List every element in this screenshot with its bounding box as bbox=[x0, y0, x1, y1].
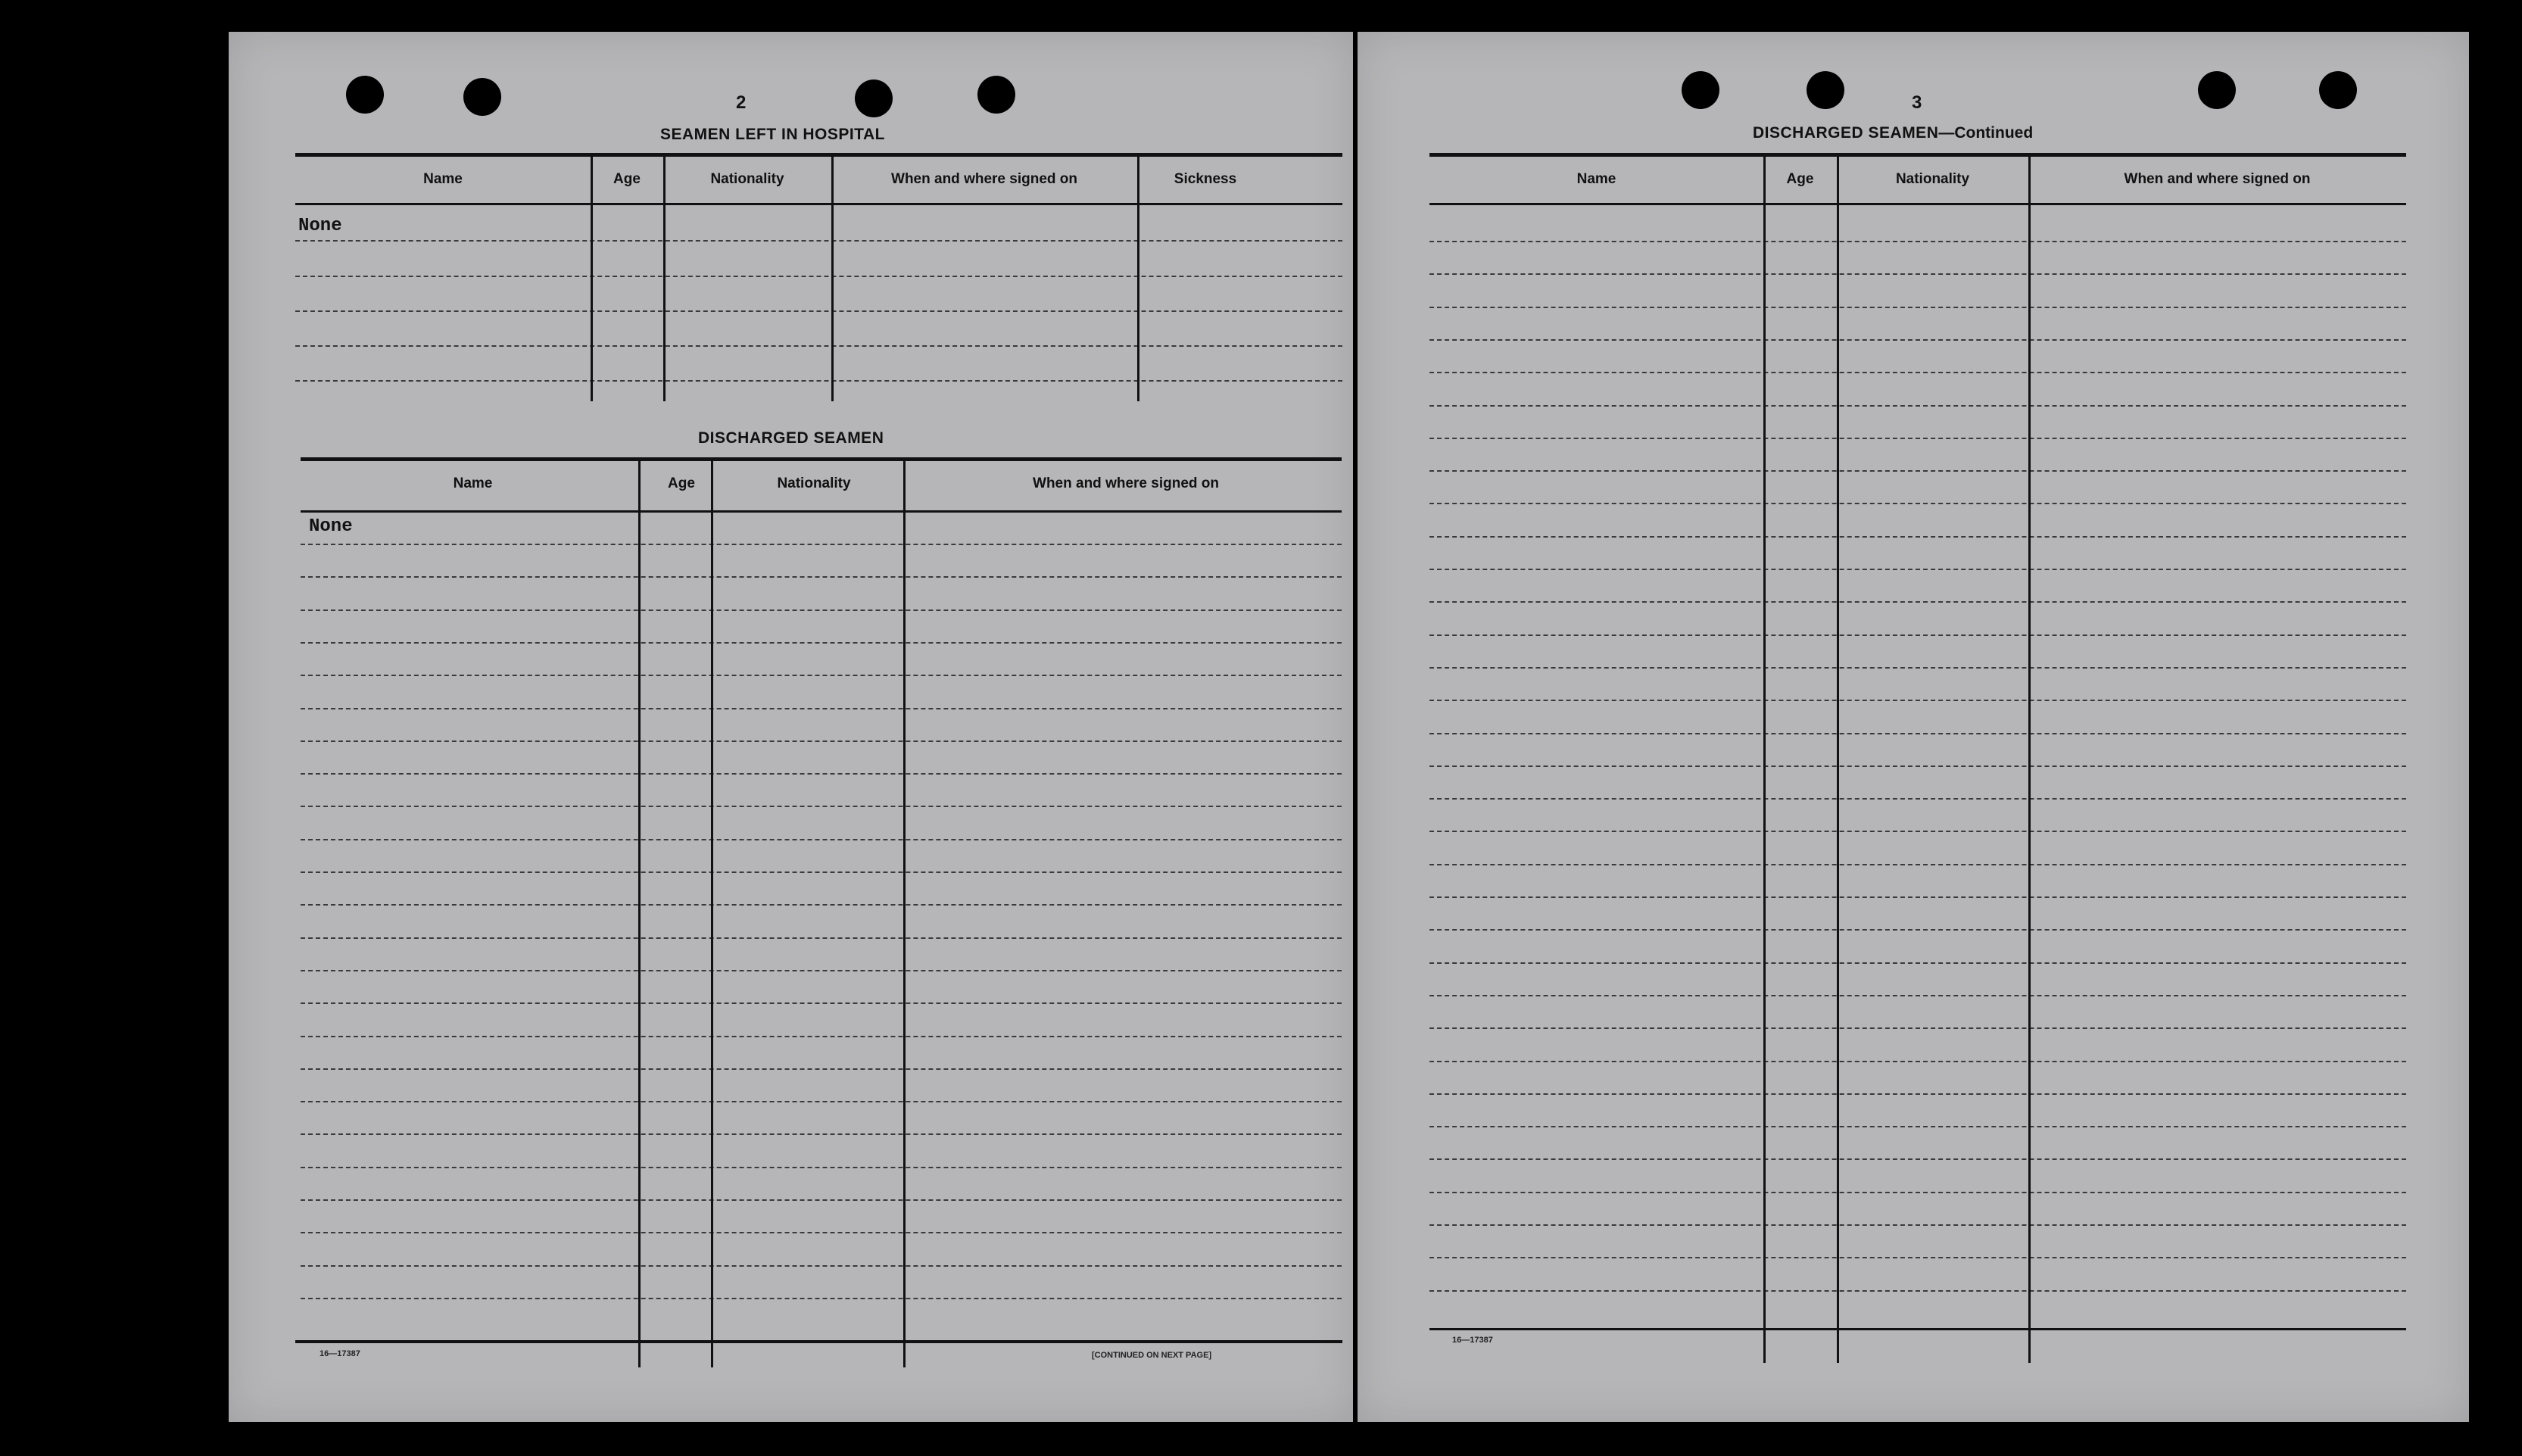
row-line bbox=[301, 708, 1342, 709]
row-line bbox=[1429, 667, 2406, 669]
discharged-row-name: None bbox=[309, 516, 353, 537]
row-line bbox=[301, 610, 1342, 611]
punch-hole bbox=[855, 80, 893, 117]
row-line bbox=[301, 1036, 1342, 1037]
row-line bbox=[1429, 1126, 2406, 1127]
punch-hole bbox=[463, 78, 501, 116]
rule bbox=[1429, 153, 2406, 157]
section-title-text: DISCHARGED SEAMEN bbox=[1753, 124, 1939, 142]
row-line bbox=[295, 276, 1342, 277]
row-line bbox=[1429, 1257, 2406, 1258]
row-line bbox=[301, 675, 1342, 676]
row-line bbox=[1429, 962, 2406, 964]
row-line bbox=[1429, 831, 2406, 832]
row-line bbox=[301, 642, 1342, 644]
row-line bbox=[301, 740, 1342, 742]
header-rule bbox=[301, 510, 1342, 513]
right-page bbox=[1358, 32, 2469, 1422]
bottom-rule bbox=[295, 1340, 1342, 1343]
row-line bbox=[1429, 1093, 2406, 1095]
row-line bbox=[301, 1298, 1342, 1299]
column-header-signed-on: When and where signed on bbox=[1033, 475, 1219, 491]
page-number: 3 bbox=[1912, 92, 1922, 113]
column-rule bbox=[591, 154, 593, 401]
row-line bbox=[1429, 995, 2406, 996]
row-line bbox=[301, 773, 1342, 775]
bottom-rule bbox=[1429, 1328, 2406, 1330]
left-page bbox=[229, 32, 1353, 1422]
header-rule bbox=[1429, 203, 2406, 205]
form-number: 16—17387 bbox=[320, 1349, 360, 1358]
page-number: 2 bbox=[736, 92, 747, 113]
row-line bbox=[1429, 438, 2406, 439]
punch-hole bbox=[2198, 71, 2236, 109]
column-rule bbox=[2028, 154, 2031, 1363]
column-header-age: Age bbox=[1786, 171, 1814, 187]
row-line bbox=[1429, 1158, 2406, 1160]
row-line bbox=[301, 1265, 1342, 1267]
row-line bbox=[1429, 536, 2406, 538]
row-line bbox=[295, 310, 1342, 312]
column-rule bbox=[831, 154, 834, 401]
column-rule bbox=[1763, 154, 1766, 1363]
row-line bbox=[1429, 470, 2406, 472]
row-line bbox=[1429, 241, 2406, 242]
hospital-row-name: None bbox=[298, 216, 342, 236]
rule bbox=[295, 153, 1342, 157]
row-line bbox=[1429, 634, 2406, 636]
discharged-continued-title bbox=[1753, 124, 2033, 142]
row-line bbox=[295, 380, 1342, 382]
column-header-signed-on: When and where signed on bbox=[891, 171, 1077, 187]
row-line bbox=[301, 1002, 1342, 1004]
row-line bbox=[1429, 733, 2406, 734]
column-header-nationality: Nationality bbox=[1895, 171, 1970, 187]
punch-hole bbox=[977, 76, 1015, 114]
row-line bbox=[1429, 601, 2406, 603]
column-header-age: Age bbox=[613, 171, 641, 187]
punch-hole bbox=[1682, 71, 1719, 109]
row-line bbox=[301, 1167, 1342, 1168]
row-line bbox=[301, 904, 1342, 906]
hospital-section-title: SEAMEN LEFT IN HOSPITAL bbox=[660, 126, 885, 143]
column-rule bbox=[903, 459, 906, 1367]
form-number: 16—17387 bbox=[1452, 1336, 1493, 1345]
row-line bbox=[1429, 864, 2406, 865]
section-title-suffix: —Continued bbox=[1938, 124, 2034, 142]
row-line bbox=[1429, 307, 2406, 308]
column-rule bbox=[1837, 154, 1839, 1363]
row-line bbox=[301, 806, 1342, 807]
column-header-nationality: Nationality bbox=[710, 171, 784, 187]
row-line bbox=[1429, 798, 2406, 800]
punch-hole bbox=[2319, 71, 2357, 109]
row-line bbox=[1429, 929, 2406, 931]
column-header-nationality: Nationality bbox=[777, 475, 851, 491]
column-header-signed-on: When and where signed on bbox=[2124, 171, 2311, 187]
row-line bbox=[301, 544, 1342, 545]
row-line bbox=[1429, 273, 2406, 275]
row-line bbox=[1429, 765, 2406, 767]
row-line bbox=[301, 1232, 1342, 1233]
column-header-sickness: Sickness bbox=[1174, 171, 1237, 187]
row-line bbox=[1429, 896, 2406, 898]
punch-hole bbox=[346, 76, 384, 114]
column-rule bbox=[638, 459, 641, 1367]
row-line bbox=[295, 345, 1342, 347]
row-line bbox=[301, 937, 1342, 939]
row-line bbox=[1429, 339, 2406, 341]
row-line bbox=[301, 871, 1342, 873]
row-line bbox=[1429, 1224, 2406, 1226]
bleed-through-text bbox=[357, 134, 366, 164]
column-header-age: Age bbox=[668, 475, 695, 491]
row-line bbox=[1429, 405, 2406, 407]
punch-hole bbox=[1807, 71, 1844, 109]
row-line bbox=[301, 1068, 1342, 1070]
discharged-section-title: DISCHARGED SEAMEN bbox=[698, 429, 884, 447]
row-line bbox=[301, 1101, 1342, 1102]
column-rule bbox=[663, 154, 666, 401]
row-line bbox=[1429, 372, 2406, 373]
row-line bbox=[301, 576, 1342, 578]
column-header-name: Name bbox=[453, 475, 493, 491]
row-line bbox=[295, 240, 1342, 242]
row-line bbox=[1429, 700, 2406, 701]
column-rule bbox=[711, 459, 713, 1367]
row-line bbox=[301, 839, 1342, 840]
column-header-name: Name bbox=[423, 171, 463, 187]
row-line bbox=[301, 1199, 1342, 1201]
row-line bbox=[1429, 569, 2406, 570]
continued-note: [CONTINUED ON NEXT PAGE] bbox=[1092, 1351, 1212, 1360]
row-line bbox=[1429, 503, 2406, 504]
column-rule bbox=[1137, 154, 1139, 401]
rule bbox=[301, 457, 1342, 461]
header-rule bbox=[295, 203, 1342, 205]
column-header-name: Name bbox=[1576, 171, 1616, 187]
row-line bbox=[1429, 1192, 2406, 1193]
row-line bbox=[301, 1133, 1342, 1135]
row-line bbox=[301, 970, 1342, 971]
row-line bbox=[1429, 1061, 2406, 1062]
row-line bbox=[1429, 1290, 2406, 1292]
row-line bbox=[1429, 1027, 2406, 1029]
